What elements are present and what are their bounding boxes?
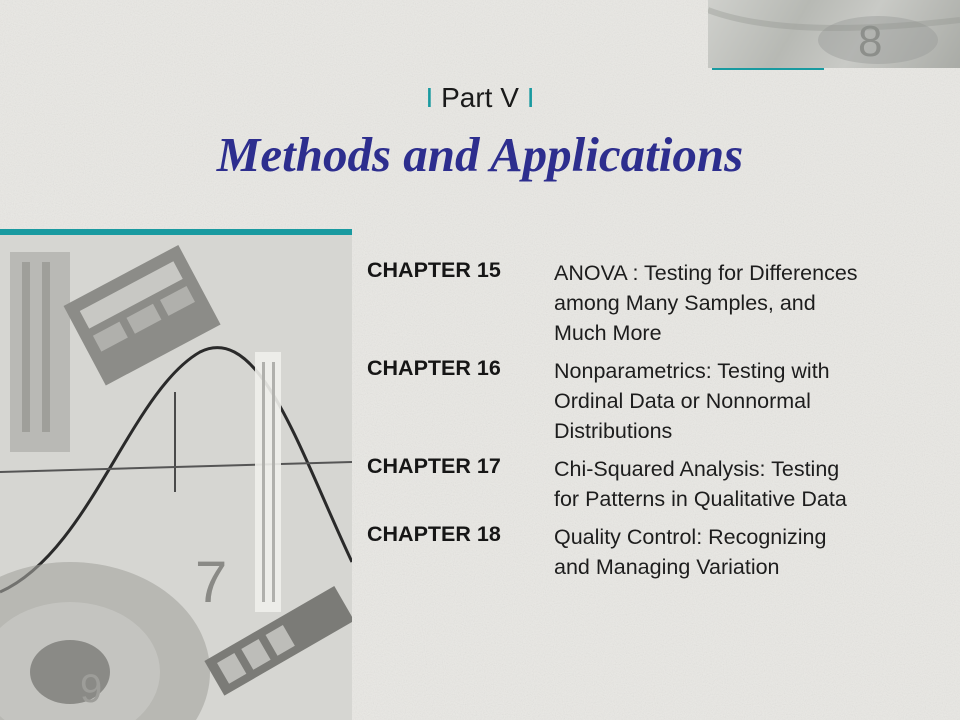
chapter-line: Nonparametrics: Testing with <box>554 359 830 383</box>
title-suffix-mark: I <box>526 82 535 113</box>
chapter-description <box>554 522 957 582</box>
part-heading <box>0 82 960 114</box>
chapter-item <box>367 258 957 348</box>
part-label: Part V <box>441 82 519 113</box>
chapter-item <box>367 522 957 582</box>
chapter-line: Chi-Squared Analysis: Testing <box>554 457 840 481</box>
corner-image <box>708 0 960 68</box>
chapter-list <box>367 258 957 590</box>
svg-text:7: 7 <box>195 550 228 615</box>
chapter-line: and Managing Variation <box>554 555 780 579</box>
chapter-line: ANOVA : Testing for Differences <box>554 261 858 285</box>
chapter-label: CHAPTER 17 <box>367 454 501 478</box>
chapter-label: CHAPTER 16 <box>367 356 501 380</box>
chapter-item <box>367 454 957 514</box>
title-prefix-mark: I <box>425 82 434 113</box>
svg-text:9: 9 <box>80 667 103 711</box>
chapter-line: among Many Samples, and <box>554 291 816 315</box>
chapter-label: CHAPTER 18 <box>367 522 501 546</box>
chapter-line: for Patterns in Qualitative Data <box>554 487 847 511</box>
chapter-line: Distributions <box>554 419 673 443</box>
chapter-item <box>367 356 957 446</box>
chapter-description <box>554 454 957 514</box>
collage-image <box>0 232 352 720</box>
main-title: Methods and Applications <box>216 127 744 182</box>
svg-text:8: 8 <box>858 17 883 66</box>
chapter-description <box>554 356 957 446</box>
chapter-line: Quality Control: Recognizing <box>554 525 827 549</box>
corner-accent-rule <box>712 68 824 70</box>
collage-accent-rule <box>0 229 352 235</box>
chapter-label: CHAPTER 15 <box>367 258 501 282</box>
chapter-description <box>554 258 957 348</box>
chapter-line: Ordinal Data or Nonnormal <box>554 389 811 413</box>
chapter-line: Much More <box>554 321 662 345</box>
